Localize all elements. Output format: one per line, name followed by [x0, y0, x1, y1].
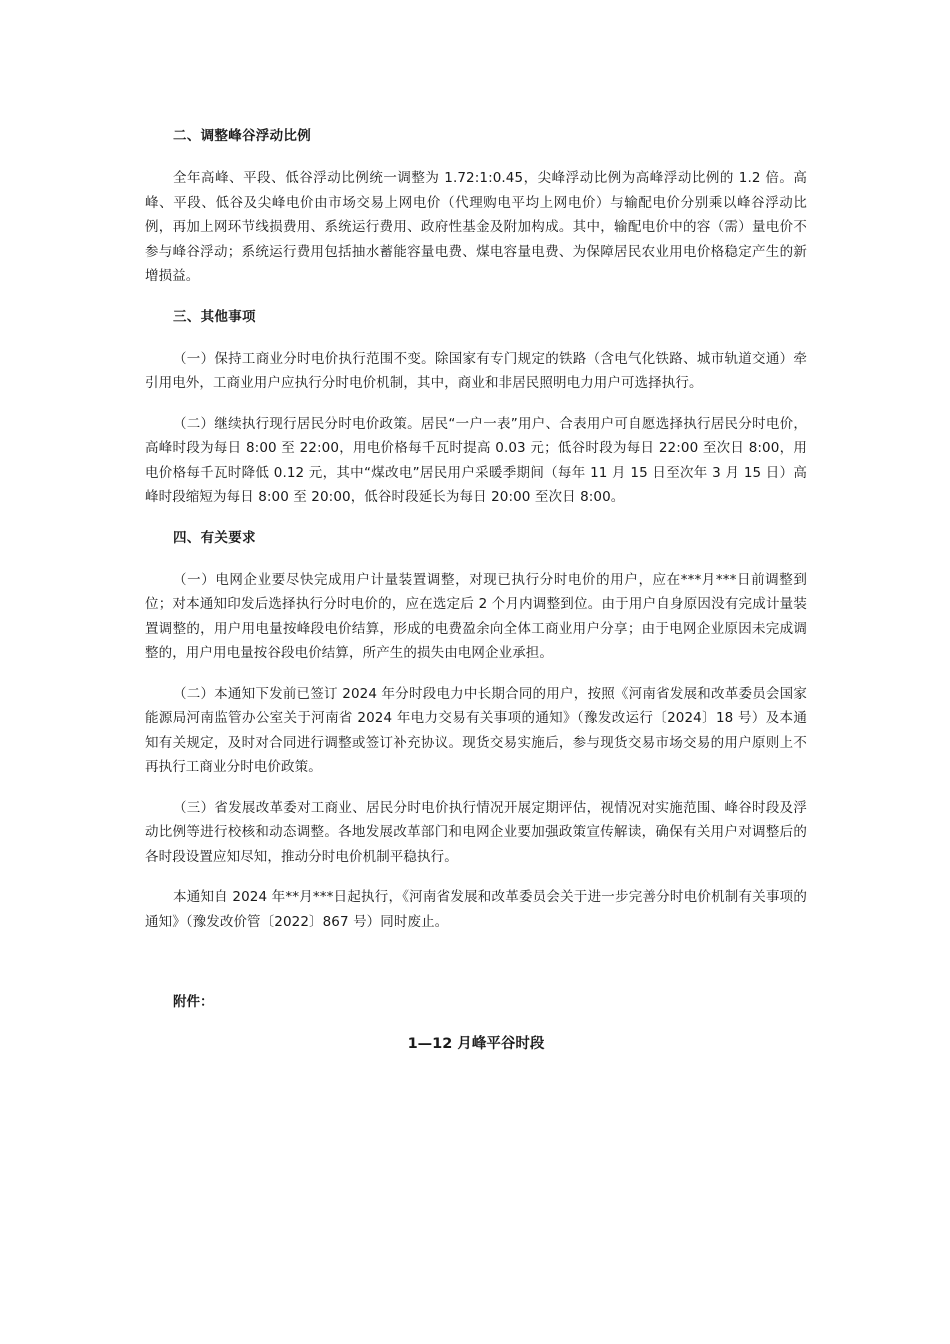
- paragraph-residential-policy: （二）继续执行现行居民分时电价政策。居民“一户一表”用户、合表用户可自愿选择执行居民分时电价，高峰时段为每日 8:00 至 22:00，用电价格每千瓦时提高 0.03 元；低谷时段为每日 22:00 至次日 8:00，用电价格每千瓦时降低 0.12 元，其中“煤改电”居民用户采暖季期间（每年 11 月 15 日至次年 3 月 15 日）高峰时段缩短为每日 8:00 至 20:00，低谷时段延长为每日 20:00 至次日 8:00。: [145, 415, 807, 505]
- paragraph-evaluation: （三）省发展改革委对工商业、居民分时电价执行情况开展定期评估，视情况对实施范围、峰谷时段及浮动比例等进行校核和动态调整。各地发展改革部门和电网企业要加强政策宣传解读，确保有关用户对调整后的各时段设置应知尽知，推动分时电价机制平稳执行。: [145, 799, 807, 865]
- paragraph-ratio-adjustment: 全年高峰、平段、低谷浮动比例统一调整为 1.72:1:0.45，尖峰浮动比例为高峰浮动比例的 1.2 倍。高峰、平段、低谷及尖峰电价由市场交易上网电价（代理购电平均上网电价）与输配电价分别乘以峰谷浮动比例，再加上网环节线损费用、系统运行费用、政府性基金及附加构成。其中，输配电价中的容（需）量电价不参与峰谷浮动；系统运行费用包括抽水蓄能容量电费、煤电容量电费、为保障居民农业用电价格稳定产生的新增损益。: [145, 170, 807, 284]
- paragraph-contract-adjustment: （二）本通知下发前已签订 2024 年分时段电力中长期合同的用户，按照《河南省发展和改革委员会国家能源局河南监管办公室关于河南省 2024 年电力交易有关事项的通知》（豫发改运行〔2024〕18 号）及本通知有关规定，及时对合同进行调整或签订补充协议。现货交易实施后，参与现货交易市场交易的用户原则上不再执行工商业分时电价政策。: [145, 685, 807, 775]
- document-body: [145, 124, 807, 1056]
- paragraph-effective-date: 本通知自 2024 年**月***日起执行，《河南省发展和改革委员会关于进一步完善分时电价机制有关事项的通知》（豫发改价管〔2022〕867 号）同时废止。: [145, 889, 807, 930]
- section-heading-other-matters: 三、其他事项: [173, 308, 256, 325]
- attachment-label: 附件：: [173, 994, 214, 1010]
- section-heading-peak-valley-ratio: 二、调整峰谷浮动比例: [173, 128, 311, 144]
- section-heading-requirements: 四、有关要求: [173, 529, 256, 546]
- attachment-title: 1—12 月峰平谷时段: [407, 1036, 545, 1052]
- paragraph-commercial-scope: （一）保持工商业分时电价执行范围不变。除国家有专门规定的铁路（含电气化铁路、城市轨道交通）牵引用电外，工商业用户应执行分时电价机制，其中，商业和非居民照明电力用户可选择执行。: [145, 350, 807, 391]
- paragraph-meter-adjustment: （一）电网企业要尽快完成用户计量装置调整，对现已执行分时电价的用户，应在***月***日前调整到位；对本通知印发后选择执行分时电价的，应在选定后 2 个月内调整到位。由于用户自身原因没有完成计量装置调整的，用户用电量按峰段电价结算，形成的电费盈余向全体工商业用户分享；由于电网企业原因未完成调整的，用户用电量按谷段电价结算，所产生的损失由电网企业承担。: [145, 571, 807, 661]
